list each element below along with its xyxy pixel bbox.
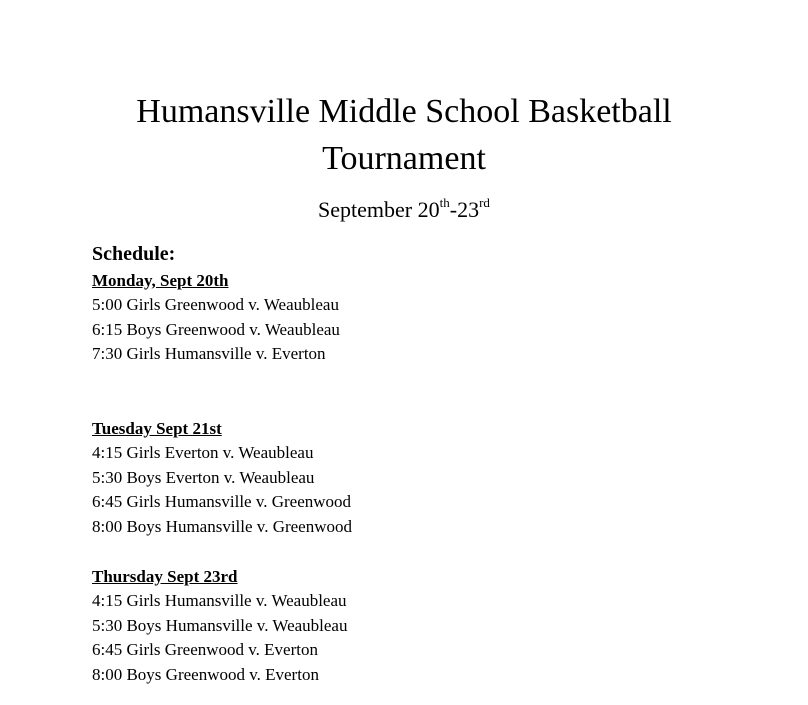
day-heading-tuesday: Tuesday Sept 21st	[92, 419, 222, 438]
game-item: 6:45 Girls Greenwood v. Everton	[92, 640, 318, 659]
date-end-suffix: rd	[479, 195, 490, 210]
game-item: 4:15 Girls Humansville v. Weaubleau	[92, 591, 347, 610]
game-item: 5:30 Boys Everton v. Weaubleau	[92, 468, 315, 487]
day-heading-thursday: Thursday Sept 23rd	[92, 567, 238, 586]
game-item: 8:00 Boys Greenwood v. Everton	[92, 665, 319, 684]
game-item: 5:00 Girls Greenwood v. Weaubleau	[92, 295, 339, 314]
date-start-suffix: th	[439, 195, 450, 210]
schedule-heading: Schedule:	[92, 243, 176, 265]
game-item: 6:15 Boys Greenwood v. Weaubleau	[92, 320, 340, 339]
game-item: 6:45 Girls Humansville v. Greenwood	[92, 492, 352, 511]
game-item: 4:15 Girls Everton v. Weaubleau	[92, 443, 314, 462]
game-item: 5:30 Boys Humansville v. Weaubleau	[92, 616, 348, 635]
game-item: 8:00 Boys Humansville v. Greenwood	[92, 517, 353, 536]
day-heading-monday: Monday, Sept 20th	[92, 271, 229, 290]
date-start: September 20	[318, 197, 440, 222]
date-separator: -	[449, 197, 458, 222]
tournament-dates	[0, 192, 808, 231]
page-title-line-2: Tournament	[322, 140, 486, 177]
date-end: 23	[457, 197, 480, 222]
page-title: Humansville Middle School Basketball	[136, 93, 672, 130]
game-item: 7:30 Girls Humansville v. Everton	[92, 344, 326, 363]
